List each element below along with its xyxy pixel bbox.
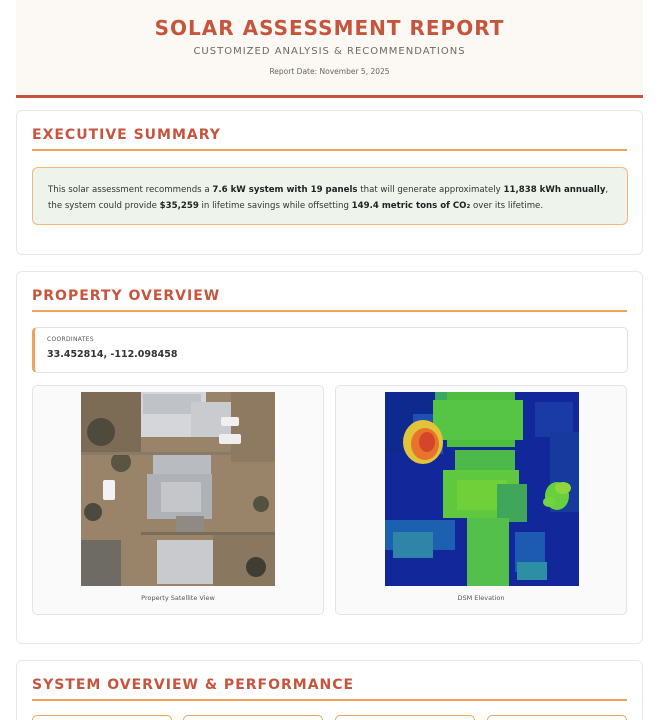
satellite-caption: Property Satellite View	[141, 594, 215, 602]
property-overview-title: PROPERTY OVERVIEW	[32, 288, 627, 312]
dsm-caption: DSM Elevation	[457, 594, 505, 602]
coordinates-label: COORDINATES	[47, 336, 94, 343]
report-title: SOLAR ASSESSMENT REPORT	[154, 16, 505, 40]
system-metric-box-1	[32, 715, 172, 720]
satellite-image	[81, 392, 275, 586]
coordinates-value: 33.452814, -112.098458	[47, 349, 178, 360]
summary-co2-offset: 149.4 metric tons of CO₂	[351, 201, 471, 211]
executive-summary-card	[16, 110, 643, 255]
summary-text-2: that will generate approximately	[357, 185, 504, 195]
summary-annual-generation: 11,838 kWh annually	[503, 185, 606, 195]
system-overview-title: SYSTEM OVERVIEW & PERFORMANCE	[32, 677, 627, 701]
summary-text-4: in lifetime savings while offsetting	[198, 201, 352, 211]
satellite-panel	[32, 385, 324, 615]
property-overview-card	[16, 271, 643, 644]
system-metric-box-4	[487, 715, 627, 720]
system-metric-box-3	[335, 715, 475, 720]
summary-system-size: 7.6 kW system with 19 panels	[212, 185, 358, 195]
dsm-elevation-image	[385, 392, 579, 586]
summary-text-1: This solar assessment recommends a	[48, 185, 213, 195]
report-header	[16, 0, 643, 98]
coordinates-box	[32, 327, 628, 373]
dsm-panel	[335, 385, 627, 615]
summary-text-5: over its lifetime.	[470, 201, 544, 211]
system-overview-card	[16, 660, 643, 720]
system-metric-box-2	[183, 715, 323, 720]
report-date: Report Date: November 5, 2025	[269, 67, 390, 76]
report-subtitle: CUSTOMIZED ANALYSIS & RECOMMENDATIONS	[193, 46, 466, 57]
executive-summary-text	[32, 167, 628, 225]
summary-text-3: , the system could provide	[48, 185, 609, 211]
summary-lifetime-savings: $35,259	[159, 201, 199, 211]
executive-summary-title: EXECUTIVE SUMMARY	[32, 127, 627, 151]
